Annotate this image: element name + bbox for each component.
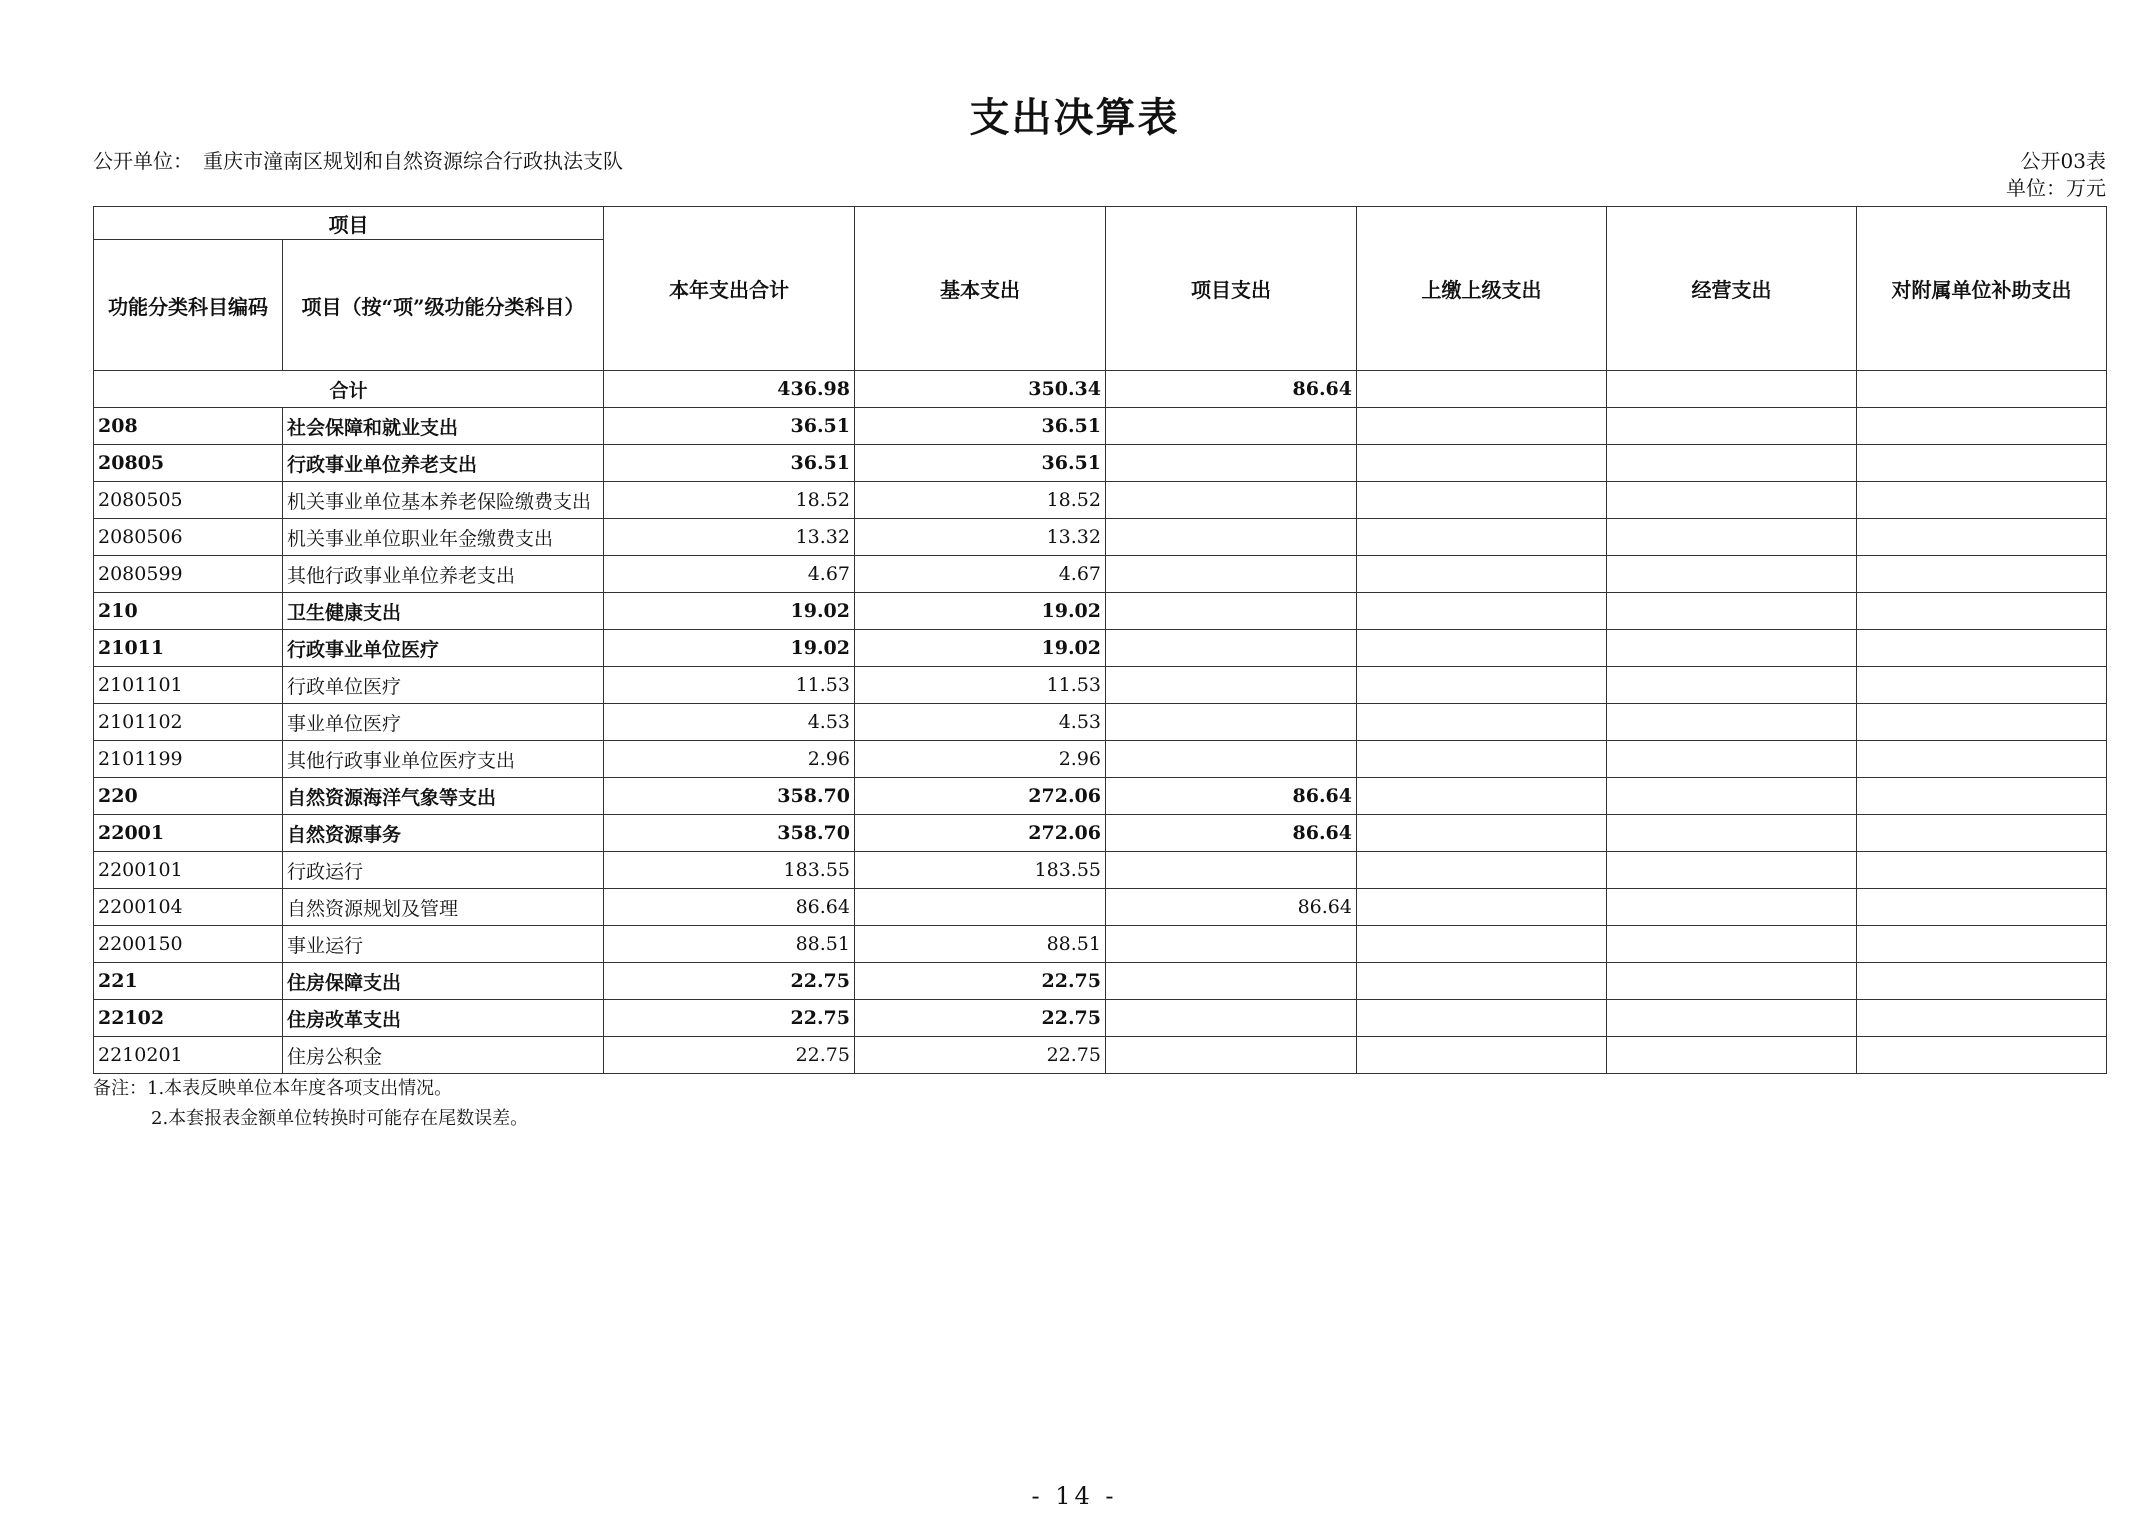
basic-cell: 272.06: [855, 815, 1106, 852]
business-cell: [1607, 667, 1857, 704]
project-cell: [1106, 1000, 1357, 1037]
project-cell: [1106, 704, 1357, 741]
subsidy-cell: [1857, 519, 2107, 556]
total-cell: 4.67: [604, 556, 855, 593]
note-1: 备注：1.本表反映单位本年度各项支出情况。: [93, 1078, 453, 1099]
table-row: [94, 556, 2107, 593]
table-meta: [2006, 148, 2106, 202]
business-cell: [1607, 482, 1857, 519]
total-cell: 36.51: [604, 445, 855, 482]
upper-cell: [1357, 778, 1607, 815]
upper-cell: [1357, 704, 1607, 741]
table-row: [94, 667, 2107, 704]
name-cell: 住房公积金: [283, 1037, 604, 1074]
subsidy-cell: [1857, 963, 2107, 1000]
page-title: 支出决算表: [969, 94, 1180, 141]
business-cell: [1607, 556, 1857, 593]
total-cell: 11.53: [604, 667, 855, 704]
table-row: [94, 482, 2107, 519]
name-cell: 行政运行: [283, 852, 604, 889]
table-row: [94, 852, 2107, 889]
subsidy-cell: [1857, 852, 2107, 889]
subsidy-cell: [1857, 1037, 2107, 1074]
business-cell: [1607, 741, 1857, 778]
total-cell: 86.64: [604, 889, 855, 926]
total-cell: 358.70: [604, 778, 855, 815]
project-cell: [1106, 630, 1357, 667]
business-cell: [1607, 778, 1857, 815]
project-cell: 86.64: [1106, 371, 1357, 408]
business-cell: [1607, 519, 1857, 556]
upper-cell: [1357, 926, 1607, 963]
code-cell: 2210201: [94, 1037, 283, 1074]
business-cell: [1607, 889, 1857, 926]
basic-cell: 19.02: [855, 593, 1106, 630]
total-label: 合计: [94, 371, 604, 408]
upper-cell: [1357, 741, 1607, 778]
basic-cell: [855, 889, 1106, 926]
code-cell: 2101102: [94, 704, 283, 741]
subsidy-cell: [1857, 778, 2107, 815]
code-cell: 2200101: [94, 852, 283, 889]
total-cell: 4.53: [604, 704, 855, 741]
project-cell: [1106, 445, 1357, 482]
total-cell: 22.75: [604, 963, 855, 1000]
basic-cell: 11.53: [855, 667, 1106, 704]
table-row: [94, 704, 2107, 741]
code-cell: 2080599: [94, 556, 283, 593]
unit-name: 重庆市潼南区规划和自然资源综合行政执法支队: [203, 149, 623, 173]
table-row: [94, 408, 2107, 445]
header-total: 本年支出合计: [604, 207, 855, 371]
upper-cell: [1357, 815, 1607, 852]
total-cell: 22.75: [604, 1037, 855, 1074]
business-cell: [1607, 445, 1857, 482]
table-header: [94, 207, 2107, 371]
code-cell: 2200104: [94, 889, 283, 926]
header-business: 经营支出: [1607, 207, 1857, 371]
project-cell: [1106, 519, 1357, 556]
code-cell: 2101101: [94, 667, 283, 704]
total-cell: 88.51: [604, 926, 855, 963]
total-cell: 183.55: [604, 852, 855, 889]
subsidy-cell: [1857, 889, 2107, 926]
subsidy-cell: [1857, 1000, 2107, 1037]
subsidy-cell: [1857, 815, 2107, 852]
table-row: [94, 519, 2107, 556]
subsidy-cell: [1857, 741, 2107, 778]
basic-cell: 13.32: [855, 519, 1106, 556]
total-cell: 13.32: [604, 519, 855, 556]
project-cell: [1106, 741, 1357, 778]
basic-cell: 36.51: [855, 445, 1106, 482]
upper-cell: [1357, 593, 1607, 630]
total-cell: 19.02: [604, 593, 855, 630]
table-row: [94, 963, 2107, 1000]
business-cell: [1607, 963, 1857, 1000]
total-cell: 36.51: [604, 408, 855, 445]
total-cell: 19.02: [604, 630, 855, 667]
name-cell: 自然资源规划及管理: [283, 889, 604, 926]
subsidy-cell: [1857, 408, 2107, 445]
total-cell: 18.52: [604, 482, 855, 519]
subsidy-cell: [1857, 926, 2107, 963]
note-2: 2.本套报表金额单位转换时可能存在尾数误差。: [151, 1108, 529, 1129]
total-cell: 358.70: [604, 815, 855, 852]
project-cell: [1106, 963, 1357, 1000]
header-upper: 上缴上级支出: [1357, 207, 1607, 371]
table-row: [94, 815, 2107, 852]
upper-cell: [1357, 667, 1607, 704]
unit-name-label: 公开单位：: [93, 149, 193, 173]
table-id: 公开03表: [2020, 149, 2106, 173]
name-cell: 自然资源事务: [283, 815, 604, 852]
notes: [93, 1074, 528, 1134]
table-body: [94, 371, 2107, 1074]
upper-cell: [1357, 889, 1607, 926]
project-cell: 86.64: [1106, 889, 1357, 926]
name-cell: 事业运行: [283, 926, 604, 963]
subsidy-cell: [1857, 556, 2107, 593]
upper-cell: [1357, 963, 1607, 1000]
basic-cell: 36.51: [855, 408, 1106, 445]
code-cell: 2200150: [94, 926, 283, 963]
basic-cell: 4.53: [855, 704, 1106, 741]
header-basic: 基本支出: [855, 207, 1106, 371]
basic-cell: 88.51: [855, 926, 1106, 963]
project-cell: [1106, 408, 1357, 445]
name-cell: 自然资源海洋气象等支出: [283, 778, 604, 815]
project-cell: 86.64: [1106, 815, 1357, 852]
basic-cell: 350.34: [855, 371, 1106, 408]
project-cell: [1106, 1037, 1357, 1074]
business-cell: [1607, 1000, 1857, 1037]
upper-cell: [1357, 482, 1607, 519]
basic-cell: 22.75: [855, 963, 1106, 1000]
name-cell: 其他行政事业单位医疗支出: [283, 741, 604, 778]
upper-cell: [1357, 630, 1607, 667]
header-name: 项目（按“项”级功能分类科目）: [283, 240, 604, 371]
table-row: [94, 741, 2107, 778]
name-cell: 住房改革支出: [283, 1000, 604, 1037]
total-cell: 22.75: [604, 1000, 855, 1037]
project-cell: [1106, 667, 1357, 704]
total-row: [94, 371, 2107, 408]
upper-cell: [1357, 556, 1607, 593]
name-cell: 行政事业单位医疗: [283, 630, 604, 667]
business-cell: [1607, 408, 1857, 445]
upper-cell: [1357, 519, 1607, 556]
business-cell: [1607, 371, 1857, 408]
expenditure-table: [93, 206, 2107, 1074]
business-cell: [1607, 852, 1857, 889]
code-cell: 2101199: [94, 741, 283, 778]
unit-info: [93, 148, 653, 175]
page-number: - 14 -: [1031, 1482, 1118, 1510]
code-cell: 208: [94, 408, 283, 445]
code-cell: 2080505: [94, 482, 283, 519]
upper-cell: [1357, 408, 1607, 445]
name-cell: 机关事业单位职业年金缴费支出: [283, 519, 604, 556]
header-code: 功能分类科目编码: [94, 240, 283, 371]
subsidy-cell: [1857, 593, 2107, 630]
name-cell: 事业单位医疗: [283, 704, 604, 741]
basic-cell: 272.06: [855, 778, 1106, 815]
code-cell: 21011: [94, 630, 283, 667]
code-cell: 22001: [94, 815, 283, 852]
subsidy-cell: [1857, 371, 2107, 408]
table-row: [94, 1000, 2107, 1037]
subsidy-cell: [1857, 630, 2107, 667]
name-cell: 机关事业单位基本养老保险缴费支出: [283, 482, 604, 519]
name-cell: 行政单位医疗: [283, 667, 604, 704]
basic-cell: 22.75: [855, 1037, 1106, 1074]
project-cell: [1106, 482, 1357, 519]
project-cell: [1106, 556, 1357, 593]
header-project: 项目支出: [1106, 207, 1357, 371]
name-cell: 行政事业单位养老支出: [283, 445, 604, 482]
business-cell: [1607, 1037, 1857, 1074]
upper-cell: [1357, 1000, 1607, 1037]
project-cell: [1106, 926, 1357, 963]
code-cell: 210: [94, 593, 283, 630]
basic-cell: 22.75: [855, 1000, 1106, 1037]
code-cell: 20805: [94, 445, 283, 482]
business-cell: [1607, 704, 1857, 741]
table-row: [94, 1037, 2107, 1074]
upper-cell: [1357, 371, 1607, 408]
basic-cell: 19.02: [855, 630, 1106, 667]
total-cell: 436.98: [604, 371, 855, 408]
basic-cell: 4.67: [855, 556, 1106, 593]
table-row: [94, 445, 2107, 482]
code-cell: 22102: [94, 1000, 283, 1037]
header-project-group: 项目: [94, 207, 604, 240]
total-cell: 2.96: [604, 741, 855, 778]
subsidy-cell: [1857, 704, 2107, 741]
name-cell: 卫生健康支出: [283, 593, 604, 630]
table-row: [94, 778, 2107, 815]
subsidy-cell: [1857, 482, 2107, 519]
project-cell: 86.64: [1106, 778, 1357, 815]
upper-cell: [1357, 1037, 1607, 1074]
upper-cell: [1357, 852, 1607, 889]
project-cell: [1106, 593, 1357, 630]
business-cell: [1607, 630, 1857, 667]
basic-cell: 18.52: [855, 482, 1106, 519]
project-cell: [1106, 852, 1357, 889]
code-cell: 221: [94, 963, 283, 1000]
table-row: [94, 926, 2107, 963]
name-cell: 其他行政事业单位养老支出: [283, 556, 604, 593]
business-cell: [1607, 926, 1857, 963]
code-cell: 220: [94, 778, 283, 815]
code-cell: 2080506: [94, 519, 283, 556]
name-cell: 住房保障支出: [283, 963, 604, 1000]
header-subsidy: 对附属单位补助支出: [1857, 207, 2107, 371]
basic-cell: 183.55: [855, 852, 1106, 889]
business-cell: [1607, 815, 1857, 852]
table-row: [94, 593, 2107, 630]
subsidy-cell: [1857, 667, 2107, 704]
name-cell: 社会保障和就业支出: [283, 408, 604, 445]
currency-unit: 单位：万元: [2006, 176, 2106, 200]
basic-cell: 2.96: [855, 741, 1106, 778]
table-row: [94, 630, 2107, 667]
subsidy-cell: [1857, 445, 2107, 482]
upper-cell: [1357, 445, 1607, 482]
table-row: [94, 889, 2107, 926]
business-cell: [1607, 593, 1857, 630]
